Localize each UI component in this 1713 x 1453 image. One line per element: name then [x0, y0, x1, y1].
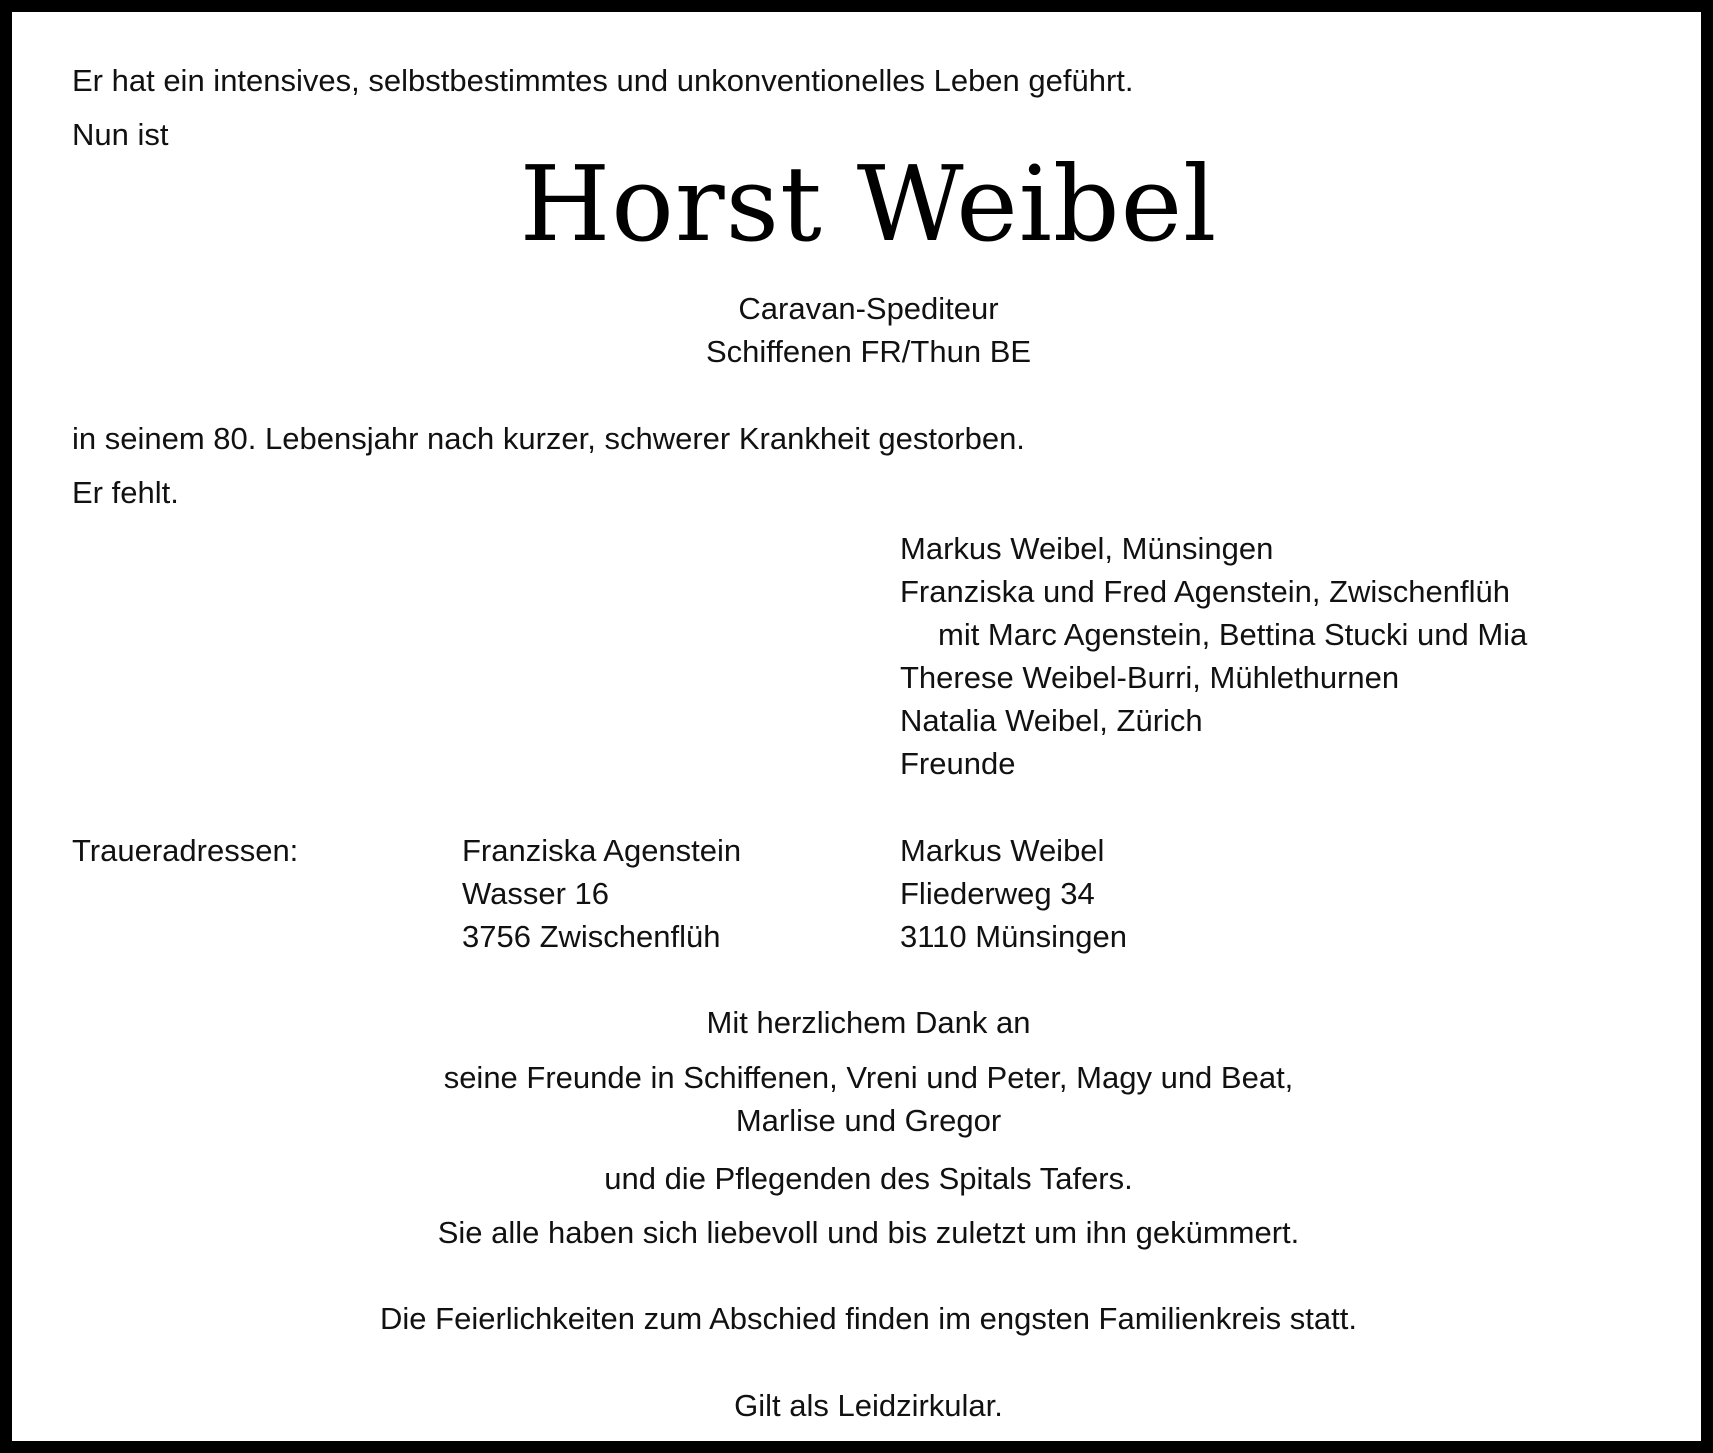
address-line: Fliederweg 34	[900, 876, 1095, 911]
ceremony-note: Die Feierlichkeiten zum Abschied finden im engsten Familienkreis statt.	[380, 1301, 1357, 1336]
deceased-location: Schiffenen FR/Thun BE	[705, 334, 1032, 369]
death-line: Er fehlt.	[72, 475, 179, 510]
mourner-line: Therese Weibel-Burri, Mühlethurnen	[900, 660, 1400, 695]
address-line: 3756 Zwischenflüh	[462, 919, 721, 954]
mourner-line: Markus Weibel, Münsingen	[900, 531, 1274, 566]
thanks-line: Sie alle haben sich liebevoll und bis zuletzt um ihn gekümmert.	[437, 1215, 1300, 1250]
addresses-label: Traueradressen:	[72, 833, 299, 868]
thanks-line: und die Pflegenden des Spitals Tafers.	[604, 1161, 1133, 1196]
death-line: in seinem 80. Lebensjahr nach kurzer, schwerer Krankheit gestorben.	[72, 421, 1025, 456]
thanks-line: seine Freunde in Schiffenen, Vreni und Peter, Magy und Beat,	[443, 1060, 1294, 1095]
intro-line: Nun ist	[72, 117, 169, 152]
intro-line: Er hat ein intensives, selbstbestimmtes und unkonventionelles Leben geführt.	[72, 63, 1134, 98]
address-line: 3110 Münsingen	[900, 919, 1127, 954]
thanks-line: Marlise und Gregor	[735, 1103, 1002, 1138]
mourner-line: mit Marc Agenstein, Bettina Stucki und Mia	[938, 617, 1528, 652]
deceased-name: Horst Weibel	[519, 143, 1218, 265]
address-line: Markus Weibel	[900, 833, 1105, 868]
mourner-line: Franziska und Fred Agenstein, Zwischenflüh	[900, 574, 1510, 609]
mourner-line: Freunde	[900, 746, 1016, 781]
deceased-occupation: Caravan-Spediteur	[738, 291, 999, 326]
thanks-line: Mit herzlichem Dank an	[706, 1005, 1031, 1040]
circular-note: Gilt als Leidzirkular.	[734, 1388, 1003, 1423]
mourner-line: Natalia Weibel, Zürich	[900, 703, 1203, 738]
address-line: Franziska Agenstein	[462, 833, 742, 868]
address-line: Wasser 16	[462, 876, 610, 911]
